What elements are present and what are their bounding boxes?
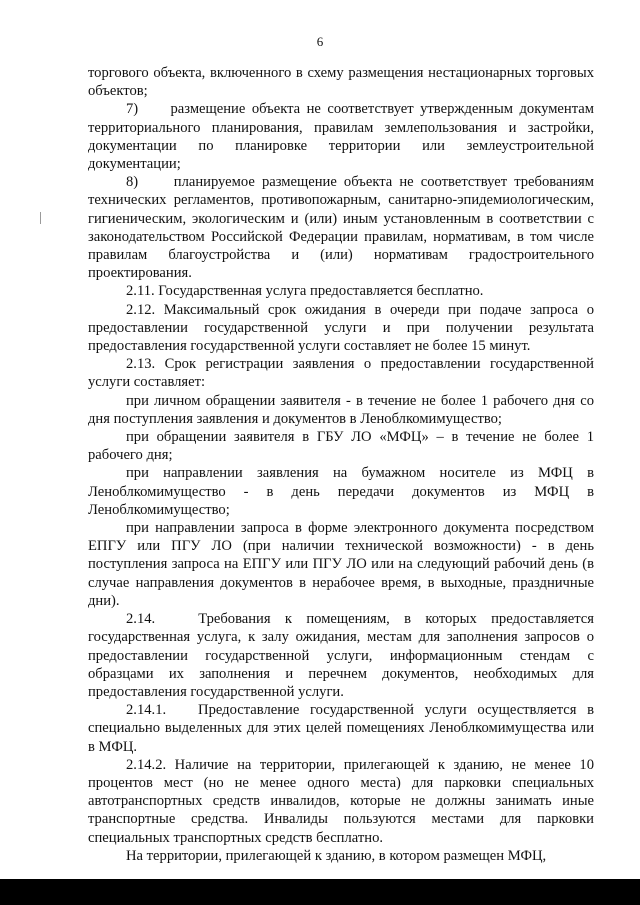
paragraph-2-14: 2.14. Требования к помещениям, в которых предоставляется государственная услуга, к залу ожидания, местам для заполнения запросов о предоставлении государственной услуги, информационным стендам с образцами их заполнения и перечнем документов, необходимых для предоставления государственной услуги. bbox=[88, 611, 594, 700]
paragraph-electronic-request: при направлении запроса в форме электронного документа посредством ЕПГУ или ПГУ ЛО (при наличии технической возможности) - в день поступления запроса на ЕПГУ или ПГУ ЛО или на следующий рабочий день (в случае направления документов в нерабочее время, в выходные, праздничные дни). bbox=[88, 520, 594, 609]
paragraph-2-11: 2.11. Государственная услуга предоставляется бесплатно. bbox=[126, 283, 484, 300]
paragraph-item-7: 7) размещение объекта не соответствует утвержденным документам территориального планирования, правилам землепользования и застройки, документации по планировке территории или землеустроительной документации; bbox=[88, 101, 594, 173]
paragraph-2-14-1: 2.14.1. Предоставление государственной услуги осуществляется в специально выделенных для этих целей помещениях Леноблкомимущества или в МФЦ. bbox=[88, 702, 594, 755]
document-body bbox=[88, 64, 594, 865]
paragraph-item-8: 8) планируемое размещение объекта не соответствует требованиям технических регламентов, противопожарным, санитарно-эпидемиологическим, гигиеническим, экологическим и (или) иным установленным в соответствии с законодательством Российской Федерации правилам, нормативам, в том числе правилам благоустройства и (или) нормативам градостроительного проектирования. bbox=[88, 174, 594, 282]
page-number: 6 bbox=[316, 34, 324, 49]
paragraph-mfc-request: при обращении заявителя в ГБУ ЛО «МФЦ» – в течение не более 1 рабочего дня; bbox=[88, 429, 594, 464]
paragraph-continuation: торгового объекта, включенного в схему размещения нестационарных торговых объектов; bbox=[88, 65, 594, 100]
scan-edge bbox=[0, 879, 640, 905]
paragraph-personal-request: при личном обращении заявителя - в течение не более 1 рабочего дня со дня поступления заявления и документов в Леноблкомимущество; bbox=[88, 392, 594, 427]
paragraph-2-13: 2.13. Срок регистрации заявления о предоставлении государственной услуги составляет: bbox=[88, 356, 594, 391]
paragraph-paper-request: при направлении заявления на бумажном носителе из МФЦ в Леноблкомимущество - в день передачи документов из МФЦ в Леноблкомимущество; bbox=[88, 465, 594, 518]
paragraph-2-14-2: 2.14.2. Наличие на территории, прилегающей к зданию, не менее 10 процентов мест (но не менее одного места) для парковки специальных автотранспортных средств инвалидов, которые не должны занимать иные транспортные средства. Инвалиды пользуются местами для парковки специальных транспортных средств бесплатно. bbox=[88, 756, 594, 846]
paragraph-2-12: 2.12. Максимальный срок ожидания в очереди при подаче запроса о предоставлении государственной услуги и при получении результата предоставления государственной услуги составляет не более 15 минут. bbox=[88, 301, 594, 355]
margin-mark bbox=[40, 212, 41, 224]
paragraph-territory: На территории, прилегающей к зданию, в котором размещен МФЦ, bbox=[126, 847, 547, 864]
